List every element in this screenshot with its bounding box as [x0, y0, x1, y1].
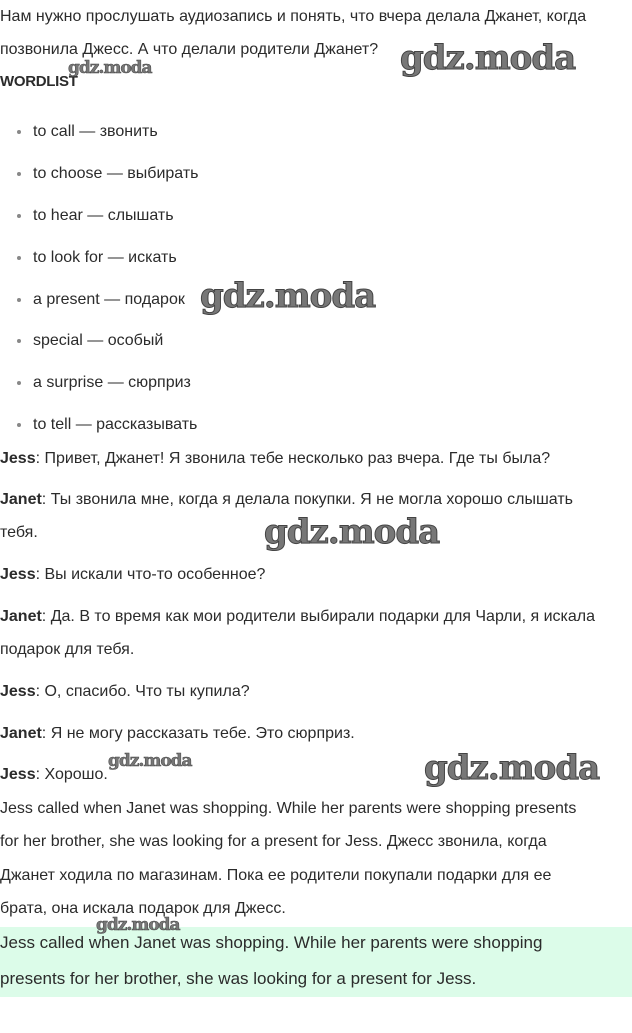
list-item-text: to tell — рассказывать [33, 416, 198, 433]
list-item-text: to choose — выбирать [33, 165, 199, 182]
speaker: Jess [0, 450, 36, 467]
speaker: Janet [0, 608, 42, 625]
speaker: Janet [0, 491, 42, 508]
summary-line: Джанет ходила по магазинам. Пока ее родители покупали подарки для ее [0, 867, 552, 884]
watermark: gdz.moda [264, 512, 440, 552]
list-item [17, 415, 197, 435]
speech: : Я не могу рассказать тебе. Это сюрприз. [41, 725, 355, 742]
speech: : Да. В то время как мои родители выбирали подарки для Чарли, я искала [41, 608, 595, 625]
summary-line: Jess called when Janet was shopping. While her parents were shopping presents [0, 800, 577, 817]
dialogue-line [0, 724, 355, 744]
bullet-icon [17, 172, 21, 176]
bullet-icon [17, 298, 21, 302]
dialogue-line [0, 607, 595, 627]
speaker: Jess [0, 566, 36, 583]
intro-line: Нам нужно прослушать аудиозапись и понять, что вчера делала Джанет, когда [0, 8, 587, 25]
list-item-text: to look for — искать [33, 249, 177, 266]
watermark: gdz.moda [96, 915, 180, 935]
dialogue-line [0, 565, 265, 585]
speech: : О, спасибо. Что ты купила? [35, 683, 250, 700]
list-item-text: a present — подарок [33, 291, 185, 308]
dialogue-line [0, 449, 550, 469]
bullet-icon [17, 130, 21, 134]
bullet-icon [17, 339, 21, 343]
speaker: Janet [0, 725, 42, 742]
watermark: gdz.moda [68, 58, 152, 78]
speaker: Jess [0, 766, 36, 783]
speech: : Хорошо. [35, 766, 108, 783]
intro-line: позвонила Джесс. А что делали родители Джанет? [0, 41, 379, 58]
summary-line: брата, она искала подарок для Джесс. [0, 900, 286, 917]
answer-line: Jess called when Janet was shopping. While her parents were shopping [0, 933, 543, 952]
list-item [17, 331, 163, 351]
wordlist-title: WORDLIST [0, 73, 78, 90]
watermark: gdz.moda [200, 276, 376, 316]
bullet-icon [17, 423, 21, 427]
dialogue-line [0, 682, 250, 702]
speech: : Привет, Джанет! Я звонила тебе несколько раз вчера. Где ты была? [35, 450, 551, 467]
list-item-text: special — особый [33, 332, 164, 349]
speech: : Ты звонила мне, когда я делала покупки. Я не могла хорошо слышать [41, 491, 573, 508]
watermark: gdz.moda [400, 38, 576, 78]
speech: : Вы искали что-то особенное? [35, 566, 266, 583]
list-item-text: to call — звонить [33, 123, 158, 140]
bullet-icon [17, 256, 21, 260]
list-item [17, 290, 185, 310]
list-item [17, 164, 198, 184]
speaker: Jess [0, 683, 36, 700]
watermark: gdz.moda [108, 751, 192, 771]
list-item [17, 206, 174, 226]
list-item-text: to hear — слышать [33, 207, 174, 224]
list-item [17, 248, 177, 268]
answer-line: presents for her brother, she was looking for a present for Jess. [0, 969, 477, 988]
list-item-text: a surprise — сюрприз [33, 374, 191, 391]
bullet-icon [17, 214, 21, 218]
bullet-icon [17, 381, 21, 385]
dialogue-line-cont: тебя. [0, 524, 38, 541]
summary-line: for her brother, she was looking for a present for Jess. Джесс звонила, когда [0, 833, 547, 850]
list-item [17, 373, 191, 393]
dialogue-line-cont: подарок для тебя. [0, 641, 135, 658]
watermark: gdz.moda [424, 748, 600, 788]
dialogue-line [0, 765, 108, 785]
list-item [17, 122, 158, 142]
dialogue-line [0, 490, 573, 510]
